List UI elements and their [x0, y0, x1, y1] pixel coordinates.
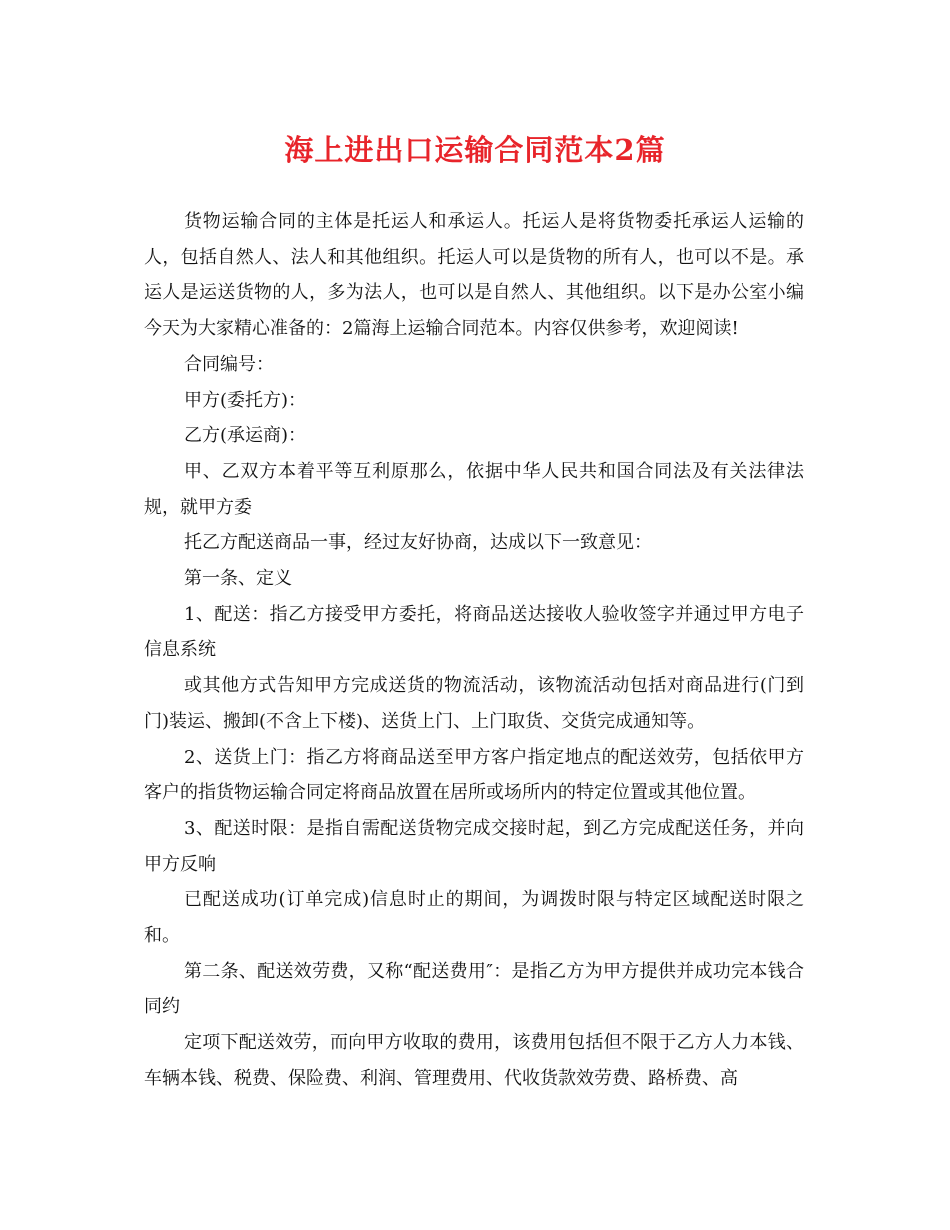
paragraph-article-2: 第二条、配送效劳费，又称“配送费用″：是指乙方为甲方提供并成功完本钱合同约	[144, 960, 804, 1018]
paragraph-definition-3: 3、配送时限：是指自需配送货物完成交接时起，到乙方完成配送任务，并向甲方反响	[144, 817, 804, 875]
paragraph-preamble-continued: 托乙方配送商品一事，经过友好协商，达成以下一致意见：	[184, 532, 652, 554]
paragraph-preamble: 甲、乙双方本着平等互利原那么，依据中华人民共和国合同法及有关法律法规，就甲方委	[144, 460, 804, 518]
paragraph-article-1-heading: 第一条、定义	[184, 568, 292, 590]
paragraph-article-2-continued: 定项下配送效劳，而向甲方收取的费用，该费用包括但不限于乙方人力本钱、车辆本钱、税费、保险费、利润、管理费用、代收货款效劳费、路桥费、高	[144, 1032, 804, 1089]
document-title: 海上进出口运输合同范本2篇	[284, 133, 666, 167]
paragraph-party-b: 乙方(承运商)：	[184, 425, 307, 447]
paragraph-definition-2: 2、送货上门：指乙方将商品送至甲方客户指定地点的配送效劳，包括依甲方客户的指货物运输合同定将商品放置在居所或场所内的特定位置或其他位置。	[144, 746, 804, 804]
paragraph-party-a: 甲方(委托方)：	[184, 389, 307, 411]
paragraph-definition-1-continued: 或其他方式告知甲方完成送货的物流活动，该物流活动包括对商品进行(门到门)装运、搬卸(不含上下楼)、送货上门、上门取货、交货完成通知等。	[144, 675, 804, 732]
paragraph-definition-1: 1、配送：指乙方接受甲方委托，将商品送达接收人验收签字并通过甲方电子信息系统	[144, 603, 804, 661]
paragraph-intro: 货物运输合同的主体是托运人和承运人。托运人是将货物委托承运人运输的人，包括自然人、法人和其他组织。托运人可以是货物的所有人，也可以不是。承运人是运送货物的人，多为法人，也可以是自然人、其他组织。以下是办公室小编今天为大家精心准备的：2篇海上运输合同范本。内容仅供参考，欢迎阅读!	[144, 211, 804, 340]
paragraph-contract-number: 合同编号：	[184, 353, 274, 375]
document-body	[144, 204, 804, 1097]
paragraph-definition-3-continued: 已配送成功(订单完成)信息时止的期间，为调拨时限与特定区域配送时限之和。	[144, 889, 804, 947]
